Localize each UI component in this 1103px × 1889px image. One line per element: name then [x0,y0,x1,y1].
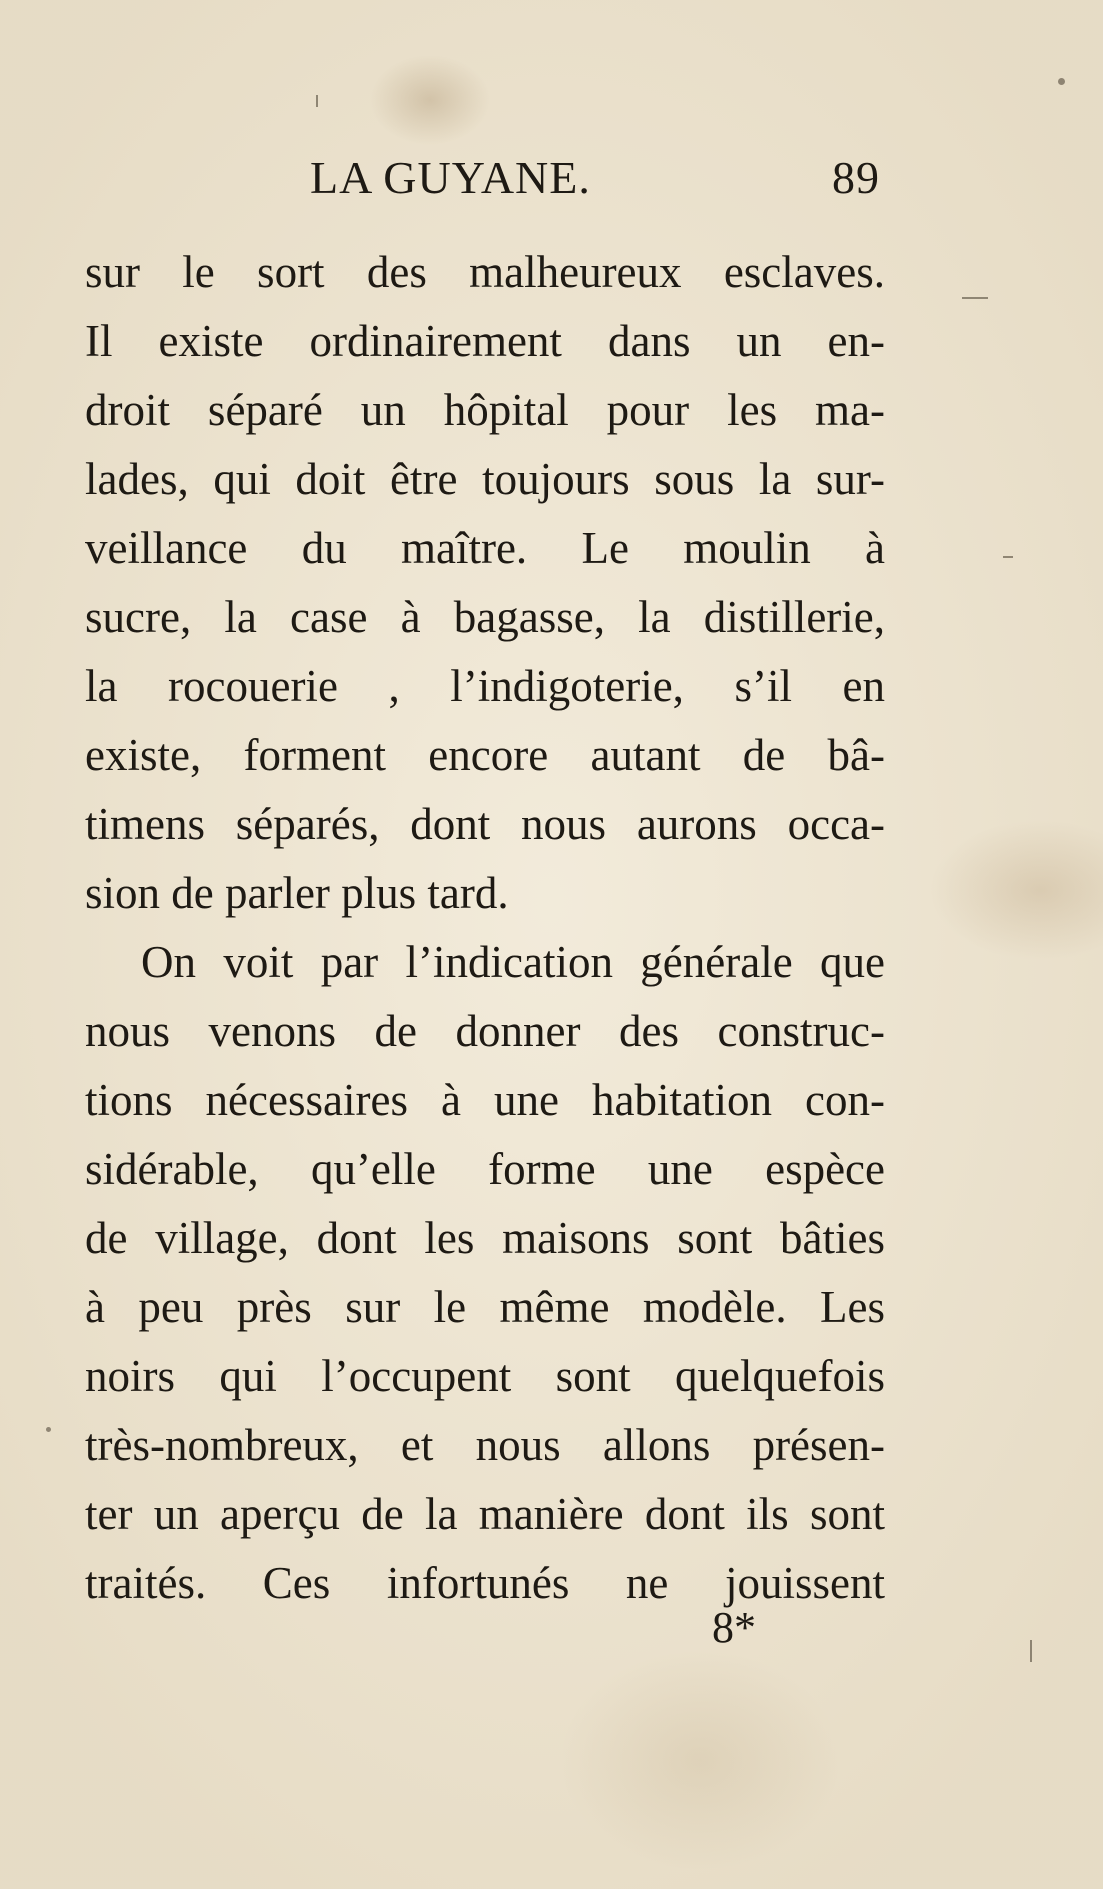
body-text [85,238,885,1618]
paragraph-2 [85,928,885,1618]
text-line: droit séparé un hôpital pour les ma- [85,385,885,435]
text-line: la rocouerie , l’indigoterie, s’il en [85,661,885,711]
running-head [310,148,880,208]
text-line: sur le sort des malheureux esclaves. [85,247,885,297]
text-line: veillance du maître. Le moulin à [85,523,885,573]
paper-speck [1030,1640,1032,1662]
text-line: très-nombreux, et nous allons présen- [85,1420,885,1470]
text-line: tions nécessaires à une habitation con- [85,1075,885,1125]
text-line: sidérable, qu’elle forme une espèce [85,1144,885,1194]
text-line: lades, qui doit être toujours sous la sur- [85,454,885,504]
text-line: traités. Ces infortunés ne jouissent [85,1558,885,1608]
text-line: de village, dont les maisons sont bâties [85,1213,885,1263]
signature-mark: 8* [712,1603,756,1652]
text-line: noirs qui l’occupent sont quelquefois [85,1351,885,1401]
text-line: existe, forment encore autant de bâ- [85,730,885,780]
paper-speck [1058,78,1065,85]
paper-speck [1003,556,1013,558]
text-line: Il existe ordinairement dans un en- [85,316,885,366]
paragraph-1 [85,238,885,928]
text-line: On voit par l’indication générale que [141,937,885,987]
text-line: ter un aperçu de la manière dont ils sont [85,1489,885,1539]
text-line: timens séparés, dont nous aurons occa- [85,799,885,849]
text-line: à peu près sur le même modèle. Les [85,1282,885,1332]
running-head-title: LA GUYANE. [310,152,591,203]
paper-speck [962,297,988,299]
text-line: sion de parler plus tard. [85,868,509,918]
paper-speck [46,1427,51,1432]
page-number: 89 [832,152,880,203]
text-line: nous venons de donner des construc- [85,1006,885,1056]
text-line: sucre, la case à bagasse, la distillerie, [85,592,885,642]
paper-speck [316,95,318,107]
